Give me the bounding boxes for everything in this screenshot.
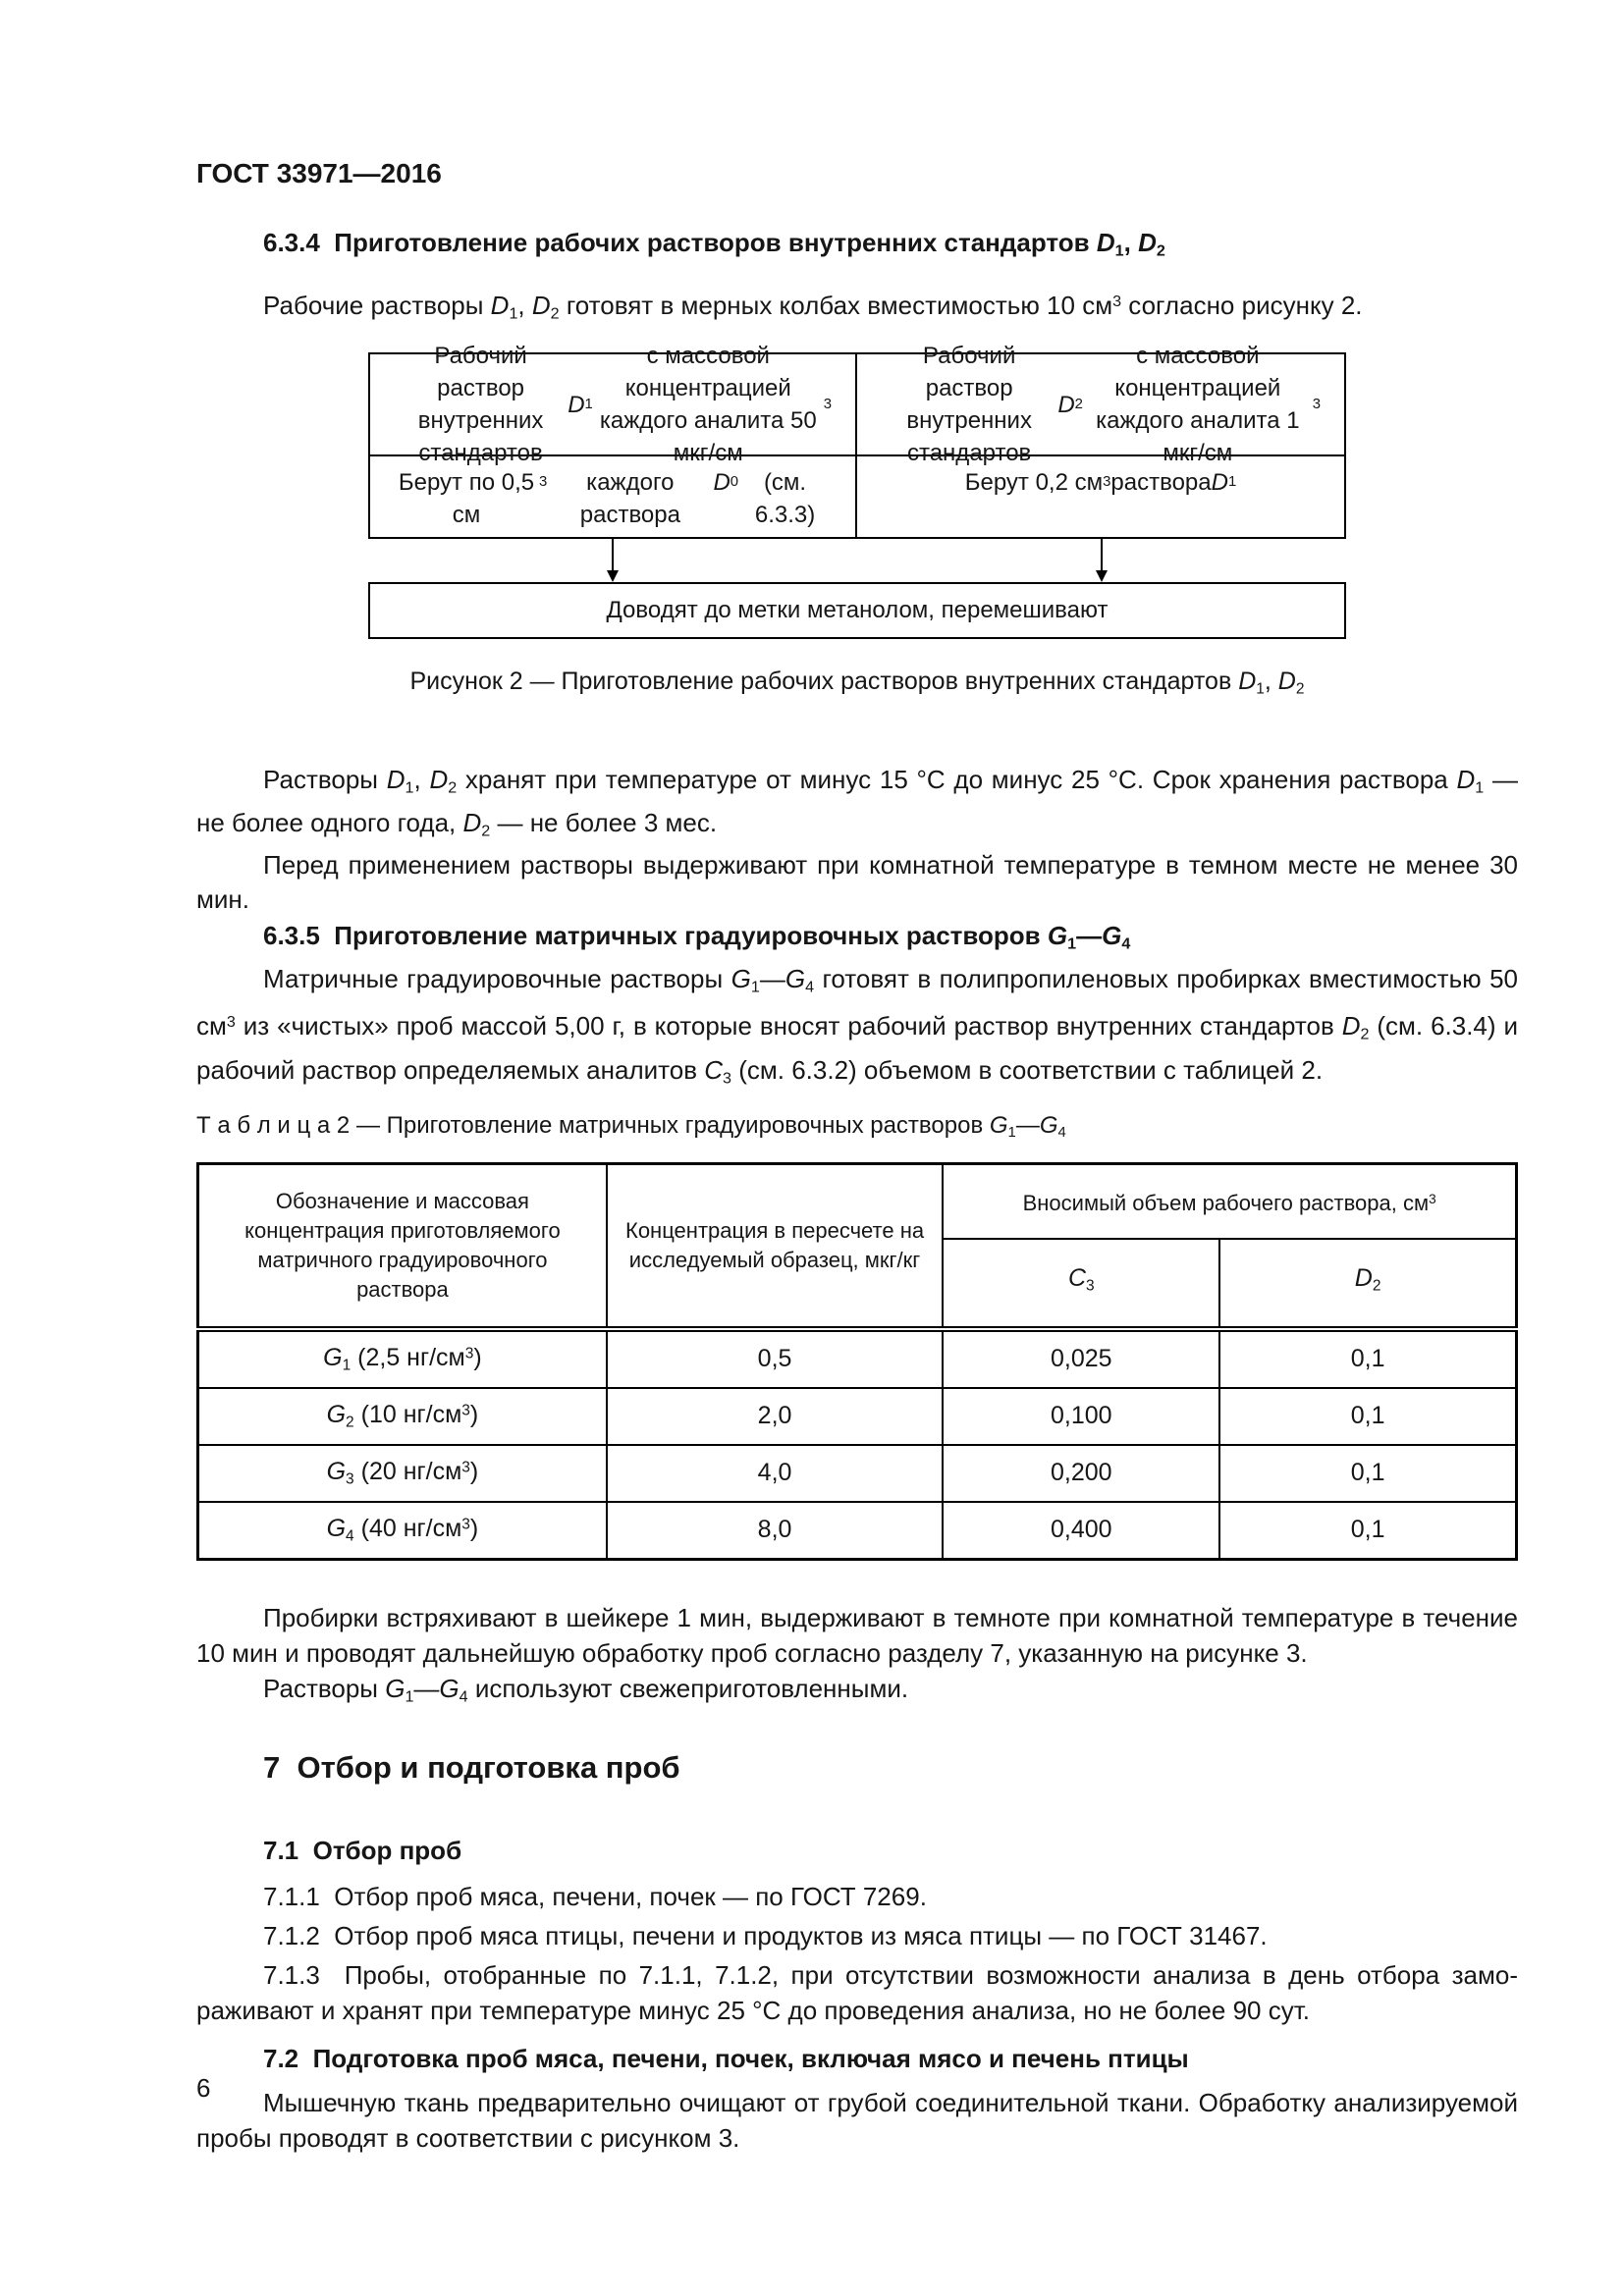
- figure-2-arrows: [368, 539, 1346, 582]
- cell-d2-g4: 0,1: [1219, 1502, 1516, 1560]
- paragraph-7-2-body: Мышечную ткань предварительно очищают от грубой соединительной ткани. Обработку анализируемой пробы проводят в соответствии с рисунком 3.: [196, 2088, 1518, 2154]
- table-2-caption: Т а б л и ц а 2 — Приготовление матричных градуировочных растворов G1—G4: [196, 1112, 1066, 1142]
- figure-cell-solution-d1: Рабочий раствор внутренних стандартов D 1 с массовой концентрацией каждого аналита 50 мкг/см 3: [370, 354, 857, 456]
- cell-label-g1: G1 (2,5 $нг/см^3$): [198, 1329, 607, 1388]
- figure-cell-take-d0: Берут по 0,5 см 3 каждого раствора D 0 (см. 6.3.3): [370, 456, 857, 537]
- table-row: [198, 1445, 1517, 1502]
- table-header-volume-group: Вносимый объем рабочего раствора, $см^3$: [943, 1163, 1516, 1239]
- figure-cell-take-d1: Берут 0,2 см 3 раствора D 1: [964, 469, 1237, 497]
- paragraph-7-1-2: 7.1.2 Отбор проб мяса птицы, печени и продуктов из мяса птицы — по ГОСТ 31467.: [263, 1921, 1268, 1951]
- paragraph-matrix-solutions: Матричные градуировочные растворы G1—G4 готовят в полипропиленовых пробирках вместимостью 50 $см^3$ из «чистых» проб массой 5,00 г, в которые вносят рабочий раствор внутренних стандартов D2 (см. 6.3.4) и рабочий раствор определяемых аналитов C3 (см. 6.3.2) объемом в соответствии с таблицей 2.: [196, 963, 1519, 1088]
- table-header-designation: Обозначение и массовая концентрация приготовляемого матричного градуировочного раствора: [198, 1163, 607, 1329]
- table-2: [196, 1162, 1518, 1561]
- paragraph-7-1-3: 7.1.3 Пробы, отобранные по 7.1.1, 7.1.2, при отсутствии возможности анализа в день отбора замораживают и хранят при температуре минус 25 °С до проведения анализа, но не более 90 сут.: [196, 1960, 1518, 2026]
- table-header-d2: D2: [1219, 1239, 1516, 1329]
- cell-c3-g1: 0,025: [943, 1329, 1219, 1388]
- document-header: ГОСТ 33971—2016: [196, 158, 442, 188]
- cell-c3-g2: 0,100: [943, 1388, 1219, 1445]
- paragraph-storage: Растворы D1, D2 хранят при температуре от минус 15 °С до минус 25 °С. Срок хранения раствора D1 — не более одного года, D2 — не более 3 мес.: [196, 765, 1518, 840]
- cell-conc-g4: 8,0: [607, 1502, 943, 1560]
- section-heading-7-1: 7.1 Отбор проб: [263, 1836, 462, 1866]
- cell-d2-g3: 0,1: [1219, 1445, 1516, 1502]
- figure-2-grid: [368, 343, 1346, 539]
- cell-label-g2: G2 (10 $нг/см^3$): [198, 1388, 607, 1445]
- section-heading-6-3-5: 6.3.5 Приготовление матричных градуировочных растворов G1—G4: [263, 921, 1131, 953]
- cell-label-g4: G4 (40 $нг/см^3$): [198, 1502, 607, 1560]
- paragraph-fresh: Растворы G1—G4 используют свежеприготовленными.: [263, 1673, 909, 1706]
- paragraph-intro-6-3-4: Рабочие растворы D1, D2 готовят в мерных колбах вместимостью 10 $см^3$ согласно рисунку 2.: [263, 290, 1363, 323]
- section-heading-7: 7 Отбор и подготовка проб: [263, 1750, 680, 1786]
- page-number: 6: [196, 2073, 211, 2103]
- paragraph-7-1-1: 7.1.1 Отбор проб мяса, печени, почек — по ГОСТ 7269.: [263, 1882, 927, 1912]
- table-row: [198, 1502, 1517, 1560]
- cell-c3-g3: 0,200: [943, 1445, 1219, 1502]
- paragraph-shake: Пробирки встряхивают в шейкере 1 мин, выдерживают в темноте при комнатной температуре в течение 10 мин и проводят дальнейшую обработку проб согласно разделу 7, указанную на рисунке 3.: [196, 1602, 1518, 1668]
- cell-label-g3: G3 (20 $нг/см^3$): [198, 1445, 607, 1502]
- table-header-concentration: Концентрация в пересчете на исследуемый образец, мкг/кг: [607, 1163, 943, 1329]
- table-row: [198, 1329, 1517, 1388]
- figure-cell-dilute: [368, 582, 1346, 639]
- cell-c3-g4: 0,400: [943, 1502, 1219, 1560]
- section-heading-6-3-4: 6.3.4 Приготовление рабочих растворов внутренних стандартов D1, D2: [263, 228, 1165, 260]
- cell-d2-g2: 0,1: [1219, 1388, 1516, 1445]
- table-row: [198, 1388, 1517, 1445]
- figure-cell-dilute-text: Доводят до метки метанолом, перемешивают: [606, 597, 1109, 624]
- section-heading-7-2: 7.2 Подготовка проб мяса, печени, почек, включая мясо и печень птицы: [263, 2044, 1189, 2074]
- arrow-down-icon: [1101, 539, 1103, 570]
- page-content: [196, 157, 1518, 2156]
- table-header-c3: C3: [943, 1239, 1219, 1329]
- figure-2-caption: Рисунок 2 — Приготовление рабочих растворов внутренних стандартов D1, D2: [409, 667, 1305, 698]
- cell-conc-g3: 4,0: [607, 1445, 943, 1502]
- cell-conc-g2: 2,0: [607, 1388, 943, 1445]
- cell-conc-g1: 0,5: [607, 1329, 943, 1388]
- figure-2-flowchart: [368, 343, 1346, 639]
- paragraph-before-use: Перед применением растворы выдерживают при комнатной температуре в темном месте не менее 30 мин.: [196, 850, 1518, 915]
- figure-cell-solution-d2: Рабочий раствор внутренних стандартов D 2 с массовой концентрацией каждого аналита 1 мкг/см 3: [857, 354, 1344, 456]
- arrow-down-icon: [612, 539, 614, 570]
- cell-d2-g1: 0,1: [1219, 1329, 1516, 1388]
